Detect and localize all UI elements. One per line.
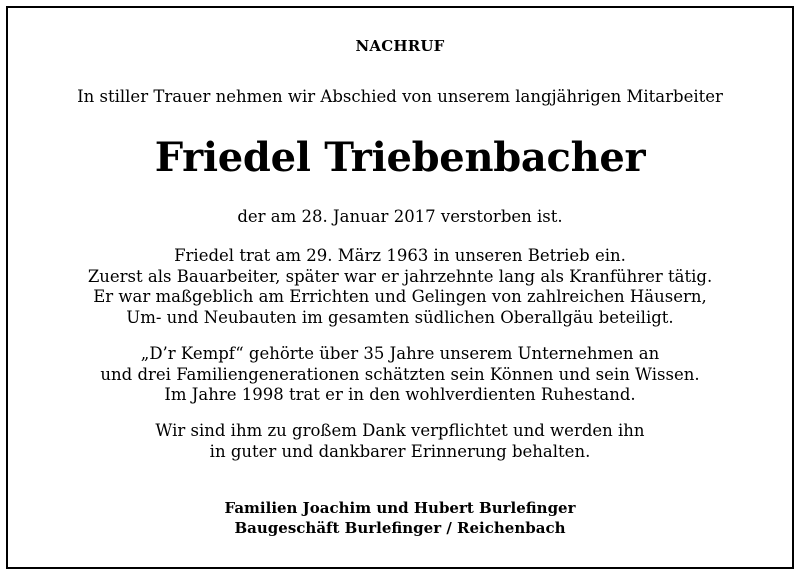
paragraph-line: Um- und Neubauten im gesamten südlichen Oberallgäu beteiligt. — [126, 307, 674, 327]
paragraph-line: Zuerst als Bauarbeiter, später war er jahrzehnte lang als Kranführer tätig. — [87, 266, 713, 286]
intro-text: In stiller Trauer nehmen wir Abschied von unserem langjährigen Mitarbeiter — [77, 87, 723, 106]
paragraph-line: Friedel trat am 29. März 1963 in unseren Betrieb ein. — [174, 246, 626, 265]
paragraph-line: Im Jahre 1998 trat er in den wohlverdienten Ruhestand. — [164, 385, 636, 404]
signature-company: Baugeschäft Burlefinger / Reichenbach — [234, 519, 566, 537]
paragraph-line: und drei Familiengenerationen schätzten sein Können und sein Wissen. — [100, 364, 700, 384]
paragraph-line: in guter und dankbarer Erinnerung behalten. — [209, 441, 591, 461]
career-paragraph — [8, 246, 792, 328]
paragraph-line: „D’r Kempf“ gehörte über 35 Jahre unserem Unternehmen an — [140, 344, 660, 363]
death-date-line: der am 28. Januar 2017 verstorben ist. — [237, 207, 563, 226]
thanks-paragraph — [8, 421, 792, 462]
paragraph-line: Wir sind ihm zu großem Dank verpflichtet und werden ihn — [155, 421, 645, 440]
signature-families: Familien Joachim und Hubert Burlefinger — [224, 499, 576, 517]
tribute-paragraph — [8, 344, 792, 406]
paragraph-line: Er war maßgeblich am Errichten und Gelingen von zahlreichen Häusern, — [93, 287, 707, 306]
notice-heading: NACHRUF — [355, 37, 445, 55]
deceased-name: Friedel Triebenbacher — [154, 134, 646, 181]
